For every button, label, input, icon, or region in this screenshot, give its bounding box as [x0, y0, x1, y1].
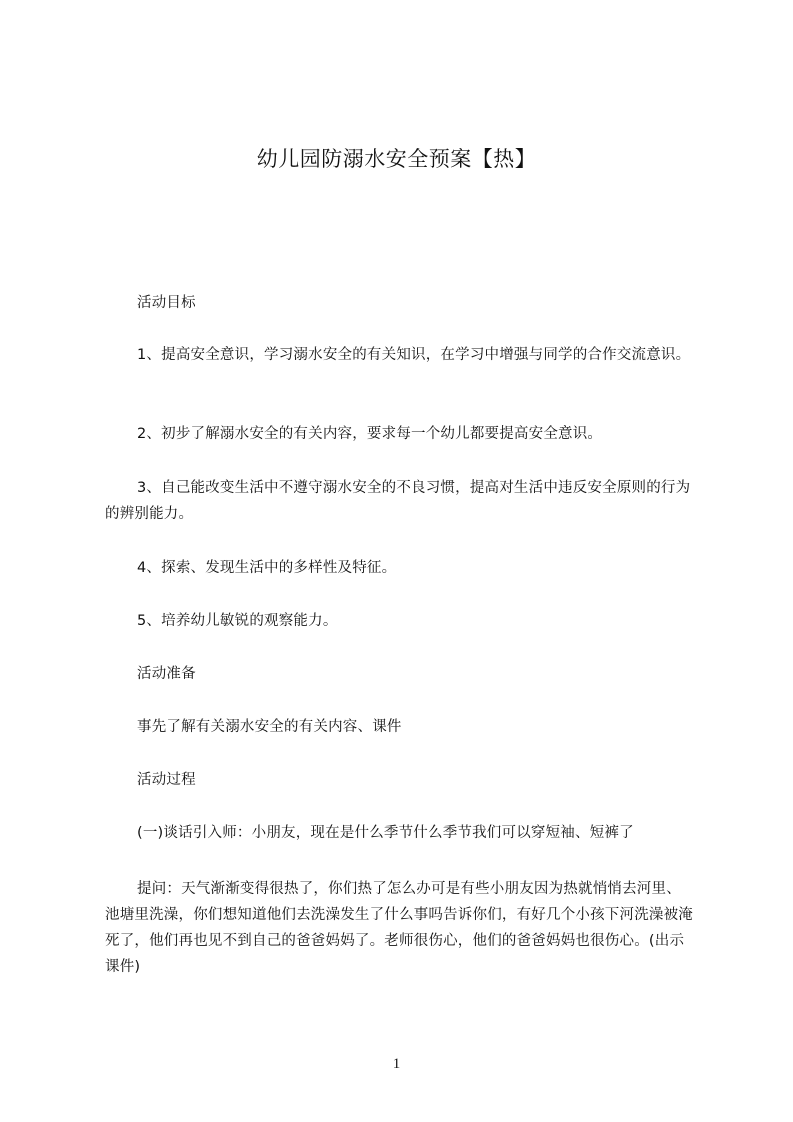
goal-item-3: 3、自己能改变生活中不遵守溺水安全的不良习惯，提高对生活中违反安全原则的行为的辨别能力。 — [105, 480, 691, 522]
process-step-1: (一)谈话引入师：小朋友，现在是什么季节什么季节我们可以穿短袖、短裤了 — [137, 825, 634, 841]
prep-text: 事先了解有关溺水安全的有关内容、课件 — [137, 719, 402, 735]
process-heading: 活动过程 — [137, 772, 196, 788]
goal-item-5: 5、培养幼儿敏锐的观察能力。 — [137, 613, 338, 629]
document-title: 幼儿园防溺水安全预案【热】 — [256, 147, 537, 171]
goals-heading: 活动目标 — [137, 295, 196, 311]
question-paragraph: 提问：天气渐渐变得很热了，你们热了怎么办可是有些小朋友因为热就悄悄去河里、池塘里洗澡，你们想知道他们去洗澡发生了什么事吗告诉你们，有好几个小孩下河洗澡被淹死了，他们再也见不到自己的爸爸妈妈了。老师很伤心，他们的爸爸妈妈也很伤心。(出示课件) — [105, 881, 693, 975]
prep-heading: 活动准备 — [137, 666, 196, 682]
goal-item-1: 1、提高安全意识，学习溺水安全的有关知识，在学习中增强与同学的合作交流意识。 — [137, 347, 691, 363]
goal-item-2: 2、初步了解溺水安全的有关内容，要求每一个幼儿都要提高安全意识。 — [137, 426, 603, 442]
page-number: 1 — [392, 1056, 401, 1072]
goal-item-4: 4、探索、发现生活中的多样性及特征。 — [137, 560, 397, 576]
